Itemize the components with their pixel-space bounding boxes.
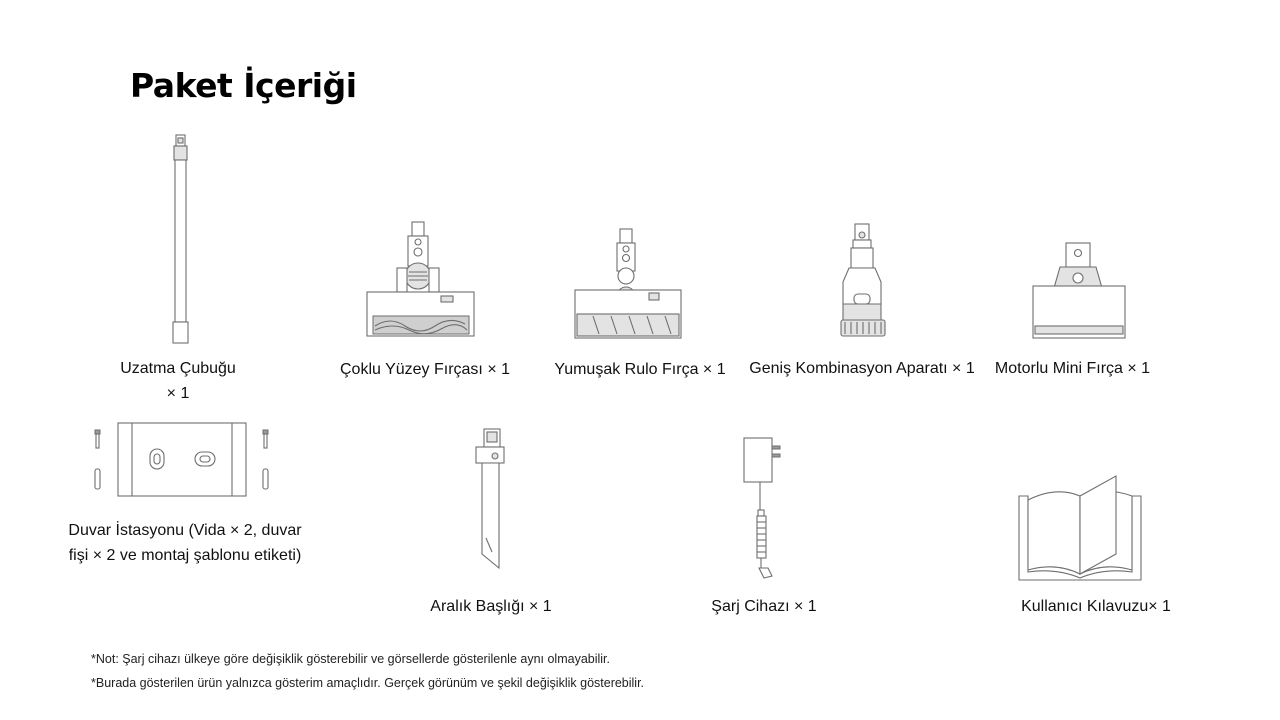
item-label-crevice-tool: Aralık Başlığı × 1 xyxy=(430,598,552,615)
item-label-line: fişi × 2 ve montaj şablonu etiketi) xyxy=(68,547,302,564)
footnote: *Not: Şarj cihazı ülkeye göre değişiklik gösterebilir ve görsellerde gösterilenle aynı olmayabilir. xyxy=(91,652,611,666)
item-label-wall-mount xyxy=(40,518,330,568)
user-manual-icon xyxy=(1016,474,1144,582)
item-label-combination-tool: Geniş Kombinasyon Aparatı × 1 xyxy=(749,360,975,377)
footnote: *Burada gösterilen ürün yalnızca gösterim amaçlıdır. Gerçek görünüm ve şekil değişiklik gösterebilir. xyxy=(91,676,645,690)
item-label-multi-surface-brush: Çoklu Yüzey Fırçası × 1 xyxy=(340,361,510,378)
crevice-tool-icon xyxy=(472,428,512,572)
soft-roller-brush-icon xyxy=(573,228,685,340)
page-title: Paket İçeriği xyxy=(130,66,357,105)
wall-mount-icon xyxy=(88,420,283,500)
extension-tube-icon xyxy=(166,134,196,346)
item-label-line: Uzatma Çubuğu xyxy=(120,360,236,377)
charger-icon xyxy=(740,436,790,581)
multi-surface-brush-icon xyxy=(365,220,485,340)
item-label-line: Duvar İstasyonu (Vida × 2, duvar xyxy=(68,522,302,539)
item-label-charger: Şarj Cihazı × 1 xyxy=(711,598,817,615)
item-label-soft-roller-brush: Yumuşak Rulo Fırça × 1 xyxy=(554,361,726,378)
combination-tool-icon xyxy=(835,222,891,342)
item-label-user-manual: Kullanıcı Kılavuzu× 1 xyxy=(1021,598,1171,615)
item-label-mini-motorized-brush: Motorlu Mini Fırça × 1 xyxy=(994,360,1151,377)
item-label-extension-tube xyxy=(78,356,278,406)
mini-motorized-brush-icon xyxy=(1030,240,1130,340)
item-label-line: × 1 xyxy=(166,385,190,402)
